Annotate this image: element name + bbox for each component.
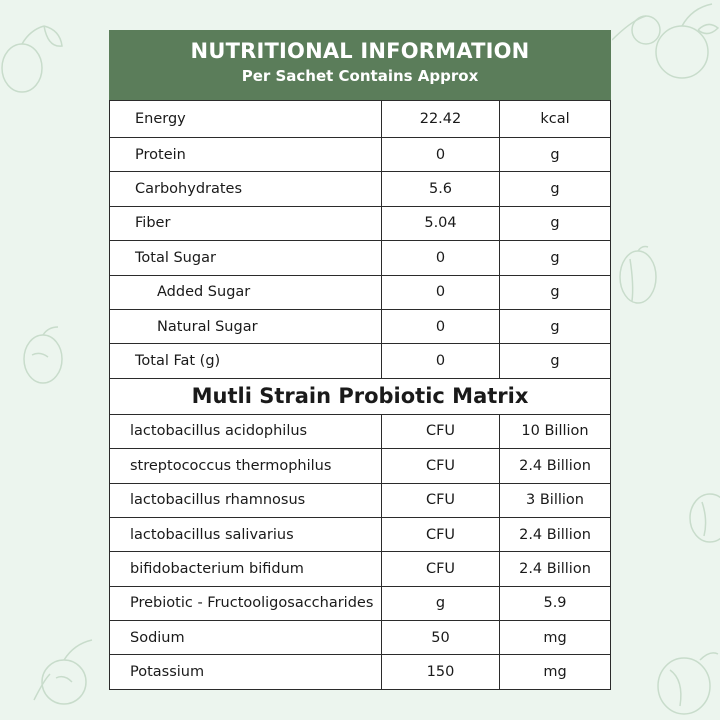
probiotic-value: 3 Billion [500,483,611,517]
nutrient-name: Total Sugar [110,241,382,275]
section-header-row [110,378,611,414]
fruit-sketch-mid-left [18,325,68,390]
nutrient-name: Natural Sugar [110,309,382,343]
table-row [110,172,611,206]
fruit-sketch-top-left [0,20,70,100]
table-row [110,138,611,172]
probiotic-unit: 50 [382,621,500,655]
probiotic-value: 2.4 Billion [500,552,611,586]
table-row [110,552,611,586]
nutrient-unit: g [500,241,611,275]
probiotic-unit: 150 [382,655,500,689]
nutrient-unit: g [500,344,611,378]
table-row [110,414,611,448]
probiotic-unit: g [382,586,500,620]
table-row [110,483,611,517]
nutrient-value: 5.04 [382,206,500,240]
fruit-sketch-top-right [612,0,720,100]
probiotic-unit: CFU [382,517,500,551]
nutrient-unit: g [500,172,611,206]
probiotic-name: lactobacillus acidophilus [110,414,382,448]
nutrient-name: Carbohydrates [110,172,382,206]
probiotic-value: 2.4 Billion [500,449,611,483]
nutrient-name: Total Fat (g) [110,344,382,378]
nutrient-value: 0 [382,138,500,172]
panel-subtitle: Per Sachet Contains Approx [241,67,479,85]
table-row [110,101,611,138]
probiotic-value: 5.9 [500,586,611,620]
table-row [110,344,611,378]
nutrient-unit: g [500,138,611,172]
nutrient-value: 0 [382,241,500,275]
probiotic-value: 10 Billion [500,414,611,448]
nutrition-table [109,100,611,690]
probiotic-name: Prebiotic - Fructooligosaccharides [110,586,382,620]
probiotic-name: streptococcus thermophilus [110,449,382,483]
probiotic-name: Potassium [110,655,382,689]
nutrient-name: Energy [110,101,382,138]
probiotic-name: lactobacillus salivarius [110,517,382,551]
probiotic-unit: CFU [382,449,500,483]
probiotic-name: Sodium [110,621,382,655]
table-row [110,517,611,551]
nutrient-unit: g [500,309,611,343]
nutrient-value: 0 [382,275,500,309]
probiotic-unit: CFU [382,483,500,517]
probiotic-unit: CFU [382,414,500,448]
nutrient-unit: kcal [500,101,611,138]
nutrition-panel [109,30,611,690]
nutrient-value: 0 [382,344,500,378]
fruit-sketch-mid-right [612,245,662,310]
probiotic-name: lactobacillus rhamnosus [110,483,382,517]
fruit-sketch-bottom-right [640,640,720,720]
table-row [110,309,611,343]
nutrient-unit: g [500,206,611,240]
probiotic-unit: CFU [382,552,500,586]
nutrient-unit: g [500,275,611,309]
table-row [110,275,611,309]
panel-title: NUTRITIONAL INFORMATION [190,39,530,63]
table-row [110,206,611,240]
nutrient-value: 0 [382,309,500,343]
fruit-sketch-bottom-left [30,630,110,720]
table-row [110,621,611,655]
nutrient-name: Added Sugar [110,275,382,309]
nutrient-value: 22.42 [382,101,500,138]
nutrient-value: 5.6 [382,172,500,206]
probiotic-name: bifidobacterium bifidum [110,552,382,586]
table-row [110,586,611,620]
table-row [110,449,611,483]
table-row [110,655,611,689]
probiotic-value: mg [500,621,611,655]
probiotic-value: mg [500,655,611,689]
table-row [110,241,611,275]
panel-header [109,30,611,100]
nutrient-name: Fiber [110,206,382,240]
probiotic-value: 2.4 Billion [500,517,611,551]
fruit-sketch-right-lower [680,490,720,550]
probiotic-section-title: Mutli Strain Probiotic Matrix [110,378,611,414]
nutrient-name: Protein [110,138,382,172]
